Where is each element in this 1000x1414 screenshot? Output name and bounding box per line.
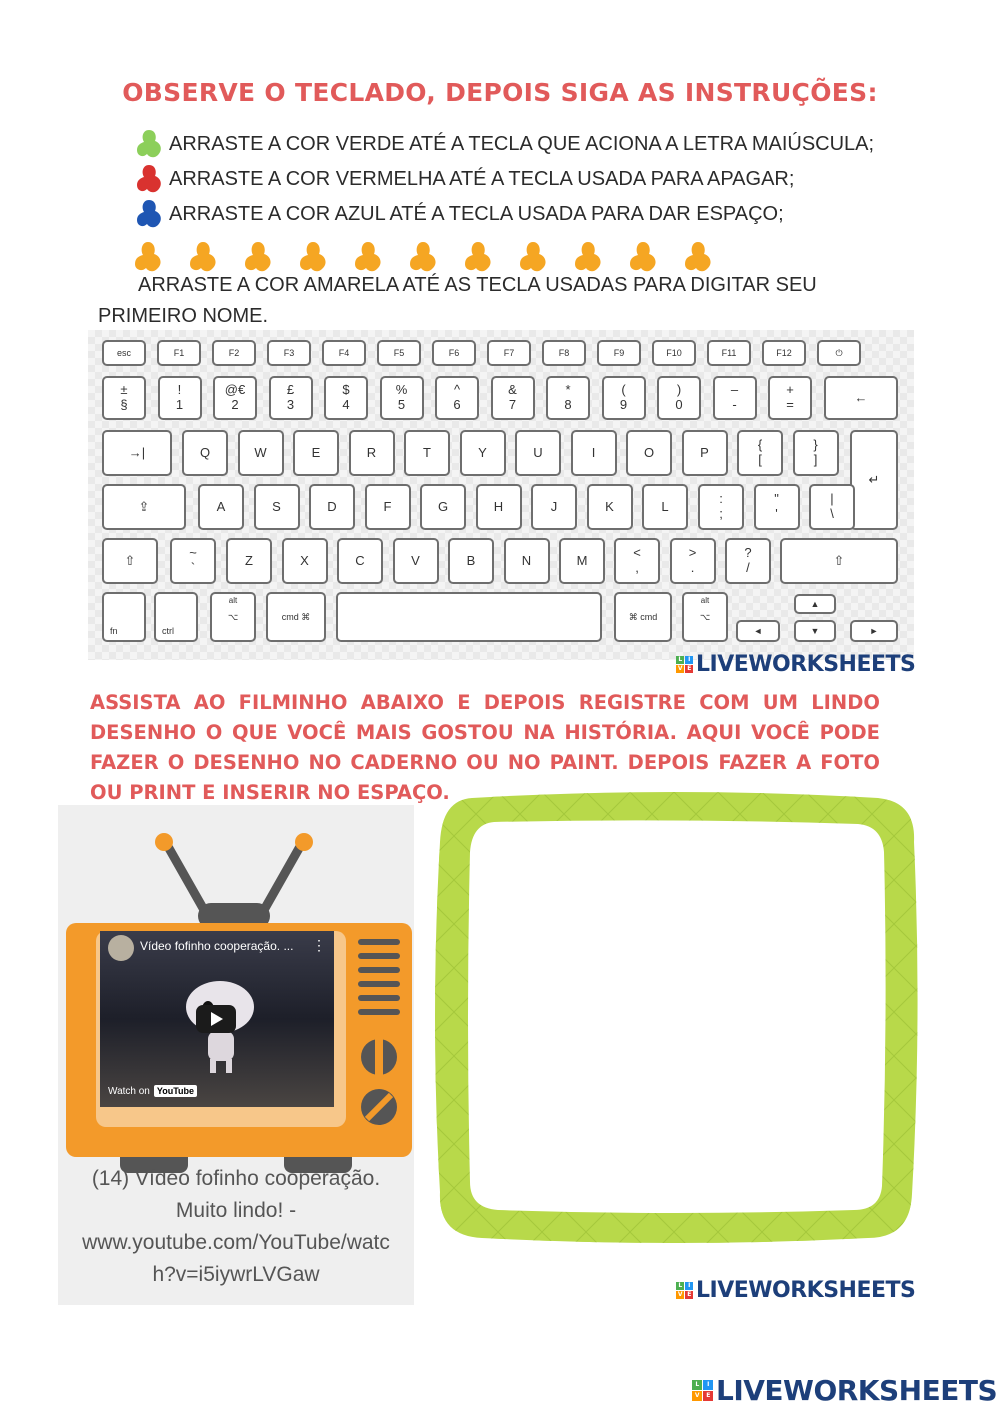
liveworksheets-mark-icon: L I V E <box>676 656 693 673</box>
yellow-paint-blob[interactable] <box>408 240 438 274</box>
key-caps-lock[interactable]: ⇪ <box>102 484 186 530</box>
key-num-10[interactable]: ) 0 <box>657 376 701 420</box>
key-num-8[interactable]: * 8 <box>546 376 590 420</box>
video-caption <box>58 1163 414 1291</box>
key-arrow-right[interactable]: ► <box>850 620 898 642</box>
key-f5[interactable]: F5 <box>377 340 421 366</box>
more-options-icon[interactable]: ⋮ <box>312 937 326 953</box>
key-r[interactable]: R <box>349 430 395 476</box>
key-v[interactable]: V <box>393 538 439 584</box>
yellow-paint-blobs <box>133 240 713 274</box>
instruction-blue-text: ARRASTE A COR AZUL ATÉ A TECLA USADA PARA DAR ESPAÇO; <box>169 202 784 225</box>
instruction-yellow-line2: PRIMEIRO NOME. <box>98 305 269 327</box>
liveworksheets-logo-2 <box>676 1278 915 1303</box>
instruction-yellow-line1: ARRASTE A COR AMARELA ATÉ AS TECLA USADAS PARA DIGITAR SEU <box>138 274 817 296</box>
key-punct-2[interactable]: | \ <box>809 484 855 530</box>
key-esc[interactable]: esc <box>102 340 146 366</box>
green-paint-blob[interactable] <box>135 128 163 160</box>
drawing-area <box>468 820 886 1213</box>
key-u[interactable]: U <box>515 430 561 476</box>
key-e[interactable]: E <box>293 430 339 476</box>
key-arrow-down[interactable]: ▼ <box>794 620 836 642</box>
key-punct-1[interactable]: " ' <box>754 484 800 530</box>
liveworksheets-logo-1 <box>676 652 915 677</box>
key-s[interactable]: S <box>254 484 300 530</box>
key-num-5[interactable]: % 5 <box>380 376 424 420</box>
key-backspace[interactable]: ← <box>824 376 898 420</box>
key-f7[interactable]: F7 <box>487 340 531 366</box>
key-tilde[interactable]: ~ ` <box>170 538 216 584</box>
key-arrow-left[interactable]: ◄ <box>736 620 780 642</box>
key-n[interactable]: N <box>504 538 550 584</box>
key-⏻[interactable]: ⏻ <box>817 340 861 366</box>
liveworksheets-logo-text: LIVEWORKSHEETS <box>696 1278 916 1303</box>
instruction-red-text: ARRASTE A COR VERMELHA ATÉ A TECLA USADA PARA APAGAR; <box>169 167 795 190</box>
key-f[interactable]: F <box>365 484 411 530</box>
key-k[interactable]: K <box>587 484 633 530</box>
key-angle-1[interactable]: > . <box>670 538 716 584</box>
key-num-0[interactable]: ± § <box>102 376 146 420</box>
key-num-1[interactable]: ! 1 <box>158 376 202 420</box>
watch-on-label: Watch on <box>108 1085 150 1097</box>
drawing-frame[interactable] <box>432 792 918 1244</box>
tv-antenna-icon <box>58 805 414 935</box>
liveworksheets-mark-icon: L I V E <box>676 1282 693 1299</box>
key-l[interactable]: L <box>642 484 688 530</box>
key-punct-0[interactable]: : ; <box>698 484 744 530</box>
key-bracket-1[interactable]: } ] <box>793 430 839 476</box>
play-button[interactable] <box>196 1005 236 1033</box>
key-cmd-right[interactable]: ⌘ cmd <box>614 592 672 642</box>
key-ctrl[interactable]: ctrl <box>154 592 198 642</box>
key-z[interactable]: Z <box>226 538 272 584</box>
key-f2[interactable]: F2 <box>212 340 256 366</box>
key-f3[interactable]: F3 <box>267 340 311 366</box>
key-t[interactable]: T <box>404 430 450 476</box>
key-arrow-up[interactable]: ▲ <box>794 594 836 614</box>
youtube-video-embed[interactable] <box>100 931 334 1107</box>
yellow-paint-blob[interactable] <box>243 240 273 274</box>
key-x[interactable]: X <box>282 538 328 584</box>
yellow-paint-blob[interactable] <box>188 240 218 274</box>
yellow-paint-blob[interactable] <box>463 240 493 274</box>
liveworksheets-logo-3 <box>692 1374 997 1407</box>
liveworksheets-logo-text: LIVEWORKSHEETS <box>696 652 916 677</box>
key-b[interactable]: B <box>448 538 494 584</box>
red-paint-blob[interactable] <box>135 163 163 195</box>
yellow-paint-blob[interactable] <box>628 240 658 274</box>
tv-controls-icon <box>352 935 408 1147</box>
key-i[interactable]: I <box>571 430 617 476</box>
video-title[interactable]: Vídeo fofinho cooperação. ... <box>140 939 294 953</box>
youtube-logo: YouTube <box>154 1085 197 1097</box>
key-shift-left[interactable]: ⇧ <box>102 538 158 584</box>
key-f8[interactable]: F8 <box>542 340 586 366</box>
key-f11[interactable]: F11 <box>707 340 751 366</box>
key-angle-2[interactable]: ? / <box>725 538 771 584</box>
key-num-2[interactable]: @€ 2 <box>213 376 257 420</box>
key-num-9[interactable]: ( 9 <box>602 376 646 420</box>
key-num-12[interactable]: + = <box>768 376 812 420</box>
liveworksheets-mark-icon: L I V E <box>692 1380 713 1401</box>
key-f9[interactable]: F9 <box>597 340 641 366</box>
keyboard-image <box>88 330 914 660</box>
key-f1[interactable]: F1 <box>157 340 201 366</box>
key-space[interactable] <box>336 592 602 642</box>
key-num-4[interactable]: $ 4 <box>324 376 368 420</box>
key-m[interactable]: M <box>559 538 605 584</box>
key-q[interactable]: Q <box>182 430 228 476</box>
key-c[interactable]: C <box>337 538 383 584</box>
key-alt-left[interactable]: alt ⌥ <box>210 592 256 642</box>
instruction-green <box>135 128 874 160</box>
key-y[interactable]: Y <box>460 430 506 476</box>
key-num-3[interactable]: £ 3 <box>269 376 313 420</box>
key-bracket-0[interactable]: { [ <box>737 430 783 476</box>
key-o[interactable]: O <box>626 430 672 476</box>
key-p[interactable]: P <box>682 430 728 476</box>
key-num-7[interactable]: & 7 <box>491 376 535 420</box>
watch-on-youtube[interactable] <box>108 1085 197 1097</box>
worksheet-title: OBSERVE O TECLADO, DEPOIS SIGA AS INSTRUÇÕES: <box>122 78 878 107</box>
caption-line-4: h?v=i5iywrLVGaw <box>152 1263 320 1286</box>
caption-line-3: www.youtube.com/YouTube/watc <box>82 1231 390 1254</box>
key-h[interactable]: H <box>476 484 522 530</box>
key-f12[interactable]: F12 <box>762 340 806 366</box>
key-g[interactable]: G <box>420 484 466 530</box>
yellow-paint-blob[interactable] <box>683 240 713 274</box>
key-shift-right[interactable]: ⇧ <box>780 538 898 584</box>
instruction-red <box>135 163 794 195</box>
key-f4[interactable]: F4 <box>322 340 366 366</box>
caption-line-1: (14) Vídeo fofinho cooperação. <box>91 1167 381 1190</box>
caption-line-2: Muito lindo! - <box>175 1199 297 1222</box>
key-a[interactable]: A <box>198 484 244 530</box>
instruction-blue <box>135 198 784 230</box>
key-f6[interactable]: F6 <box>432 340 476 366</box>
key-num-6[interactable]: ^ 6 <box>435 376 479 420</box>
key-f10[interactable]: F10 <box>652 340 696 366</box>
yellow-paint-blob[interactable] <box>298 240 328 274</box>
yellow-paint-blob[interactable] <box>353 240 383 274</box>
instruction-green-text: ARRASTE A COR VERDE ATÉ A TECLA QUE ACIONA A LETRA MAIÚSCULA; <box>169 132 875 155</box>
key-tab[interactable]: →| <box>102 430 172 476</box>
key-alt-right[interactable]: alt ⌥ <box>682 592 728 642</box>
key-angle-0[interactable]: < , <box>614 538 660 584</box>
key-cmd-left[interactable]: cmd ⌘ <box>266 592 326 642</box>
key-d[interactable]: D <box>309 484 355 530</box>
key-j[interactable]: J <box>531 484 577 530</box>
video-instruction-paragraph: ASSISTA AO FILMINHO ABAIXO E DEPOIS REGISTRE COM UM LINDO DESENHO O QUE VOCÊ MAIS GOSTOU NA HISTÓRIA. AQUI VOCÊ PODE FAZER O DESENHO NO CADERNO OU NO PAINT. DEPOIS FAZER A FOTO OU PRINT E INSERIR NO ESPAÇO. <box>90 691 880 804</box>
blue-paint-blob[interactable] <box>135 198 163 230</box>
yellow-paint-blob[interactable] <box>573 240 603 274</box>
yellow-paint-blob[interactable] <box>518 240 548 274</box>
yellow-paint-blob[interactable] <box>133 240 163 274</box>
channel-avatar <box>108 935 134 961</box>
key-fn[interactable]: fn <box>102 592 146 642</box>
key-w[interactable]: W <box>238 430 284 476</box>
key-num-11[interactable]: – - <box>713 376 757 420</box>
liveworksheets-logo-text: LIVEWORKSHEETS <box>716 1374 998 1407</box>
key-return[interactable]: ↵ <box>850 430 898 530</box>
